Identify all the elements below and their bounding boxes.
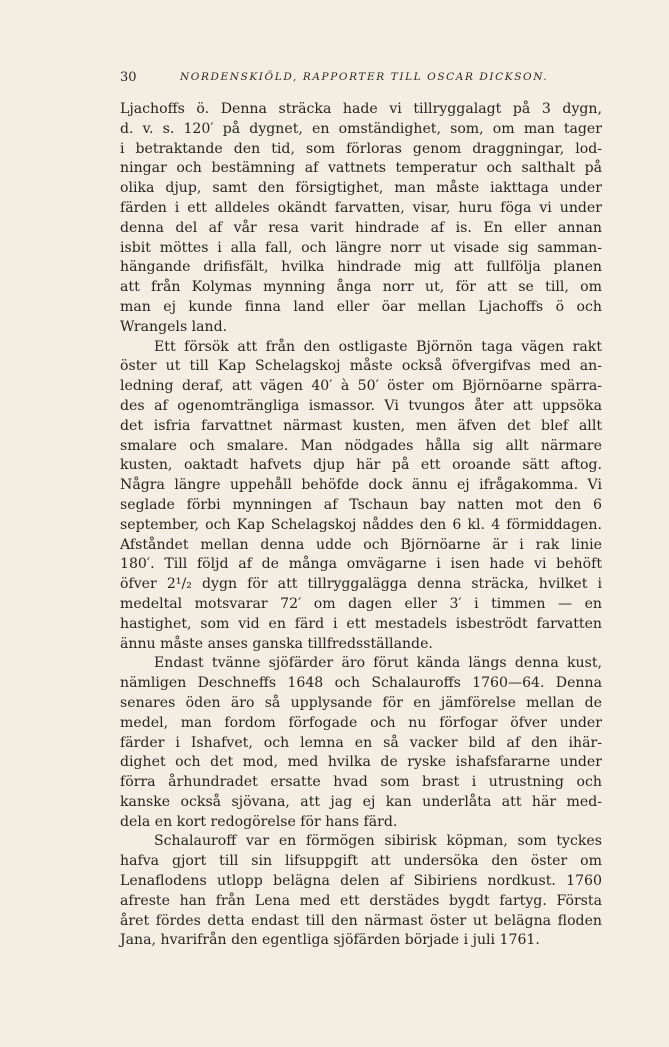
text-line: nämligen Deschneffs 1648 och Schalauroffs 1760—64. Denna xyxy=(120,675,602,692)
text-line: ledning deraf, att vägen 40′ à 50′ öster om Björnöarne spärra- xyxy=(120,378,602,395)
text-line: dighet och det mod, med hvilka de ryske ishafsfararne under xyxy=(120,754,602,771)
text-line: ännu måste anses ganska tillfredsställande. xyxy=(120,635,433,652)
text-line: Ljachoffs ö. Denna sträcka hade vi tillryggalagt på 3 dygn, xyxy=(120,101,602,117)
text-line: Ett försök att från den ostligaste Björnön taga vägen rakt xyxy=(154,338,602,355)
text-line: året fördes detta endast till den närmast öster ut belägna floden xyxy=(120,912,602,929)
text-line: olika djup, samt den försigtighet, man måste iakttaga under xyxy=(120,180,602,197)
text-line: Wrangels land. xyxy=(120,318,228,335)
text-line: Lenaflodens utlopp belägna delen af Sibiriens nordkust. 1760 xyxy=(120,873,602,890)
text-line: medeltal motsvarar 72′ om dagen eller 3′ i timmen — en xyxy=(120,595,602,612)
text-line: Afståndet mellan denna udde och Björnöarne är i rak linie xyxy=(120,536,602,553)
text-line: färder i Ishafvet, och lemna en så vacker bild af den ihär- xyxy=(120,734,602,751)
text-line: d. v. s. 120′ på dygnet, en omständighet, som, om man tager xyxy=(120,120,602,137)
page-number: 30 xyxy=(120,70,137,85)
text-line: förra århundradet ersatte hvad som brast i utrustning och xyxy=(120,774,602,791)
text-line: Endast tvänne sjöfärder äro förut kända längs denna kust, xyxy=(154,655,602,672)
text-line: kusten, oaktadt hafvets djup här på ett oroande sätt aftog. xyxy=(120,457,602,474)
text-line: Schalauroff var en förmögen sibirisk köpman, som tyckes xyxy=(154,833,602,850)
page-header xyxy=(120,70,602,90)
text-line: des af ogenomträngliga ismassor. Vi tvungos åter att uppsöka xyxy=(120,397,602,414)
text-line: färden i ett alldeles okändt farvatten, visar, huru föga vi under xyxy=(120,199,602,216)
text-line: Jana, hvarifrån den egentliga sjöfärden började i juli 1761. xyxy=(120,932,540,949)
text-line: hängande drifisfält, hvilka hindrade mig att fullfölja planen xyxy=(120,259,602,276)
running-head: NORDENSKIÖLD, RAPPORTER TILL OSCAR DICKSON. xyxy=(180,71,549,83)
text-line: isbit möttes i alla fall, och längre norr ut visade sig samman- xyxy=(120,239,602,256)
text-line: denna del af vår resa varit hindrade af is. En eller annan xyxy=(120,219,602,236)
text-line: man ej kunde finna land eller öar mellan Ljachoffs ö och xyxy=(120,298,602,315)
body-text xyxy=(120,100,602,951)
text-line: i betraktande den tid, som förloras genom draggningar, lod- xyxy=(120,140,602,157)
text-line: öster ut till Kap Schelagskoj måste också öfvergifvas med an- xyxy=(120,358,602,375)
text-line: dela en kort redogörelse för hans färd. xyxy=(120,813,398,830)
text-line: september, och Kap Schelagskoj nåddes den 6 kl. 4 förmiddagen. xyxy=(120,516,602,533)
text-line: medel, man fordom förfogade och nu förfogar öfver under xyxy=(120,714,602,731)
text-line: afreste han från Lena med ett derstädes bygdt fartyg. Första xyxy=(120,892,602,909)
text-line: kanske också sjövana, att jag ej kan underlåta att här med- xyxy=(120,793,602,810)
text-line: seglade förbi mynningen af Tschaun bay natten mot den 6 xyxy=(120,496,602,513)
text-line: hastighet, som vid en färd i ett mestadels isbeströdt farvatten xyxy=(120,615,602,632)
text-line: öfver 2¹/₂ dygn för att tillryggalägga denna sträcka, hvilket i xyxy=(120,576,602,593)
text-line: hafva gjort till sin lifsuppgift att undersöka den öster om xyxy=(120,853,602,870)
text-line: det isfria farvattnet närmast kusten, men äfven det blef allt xyxy=(120,417,602,434)
text-line: att från Kolymas mynning ånga norr ut, för att se till, om xyxy=(120,279,602,296)
text-line: Några längre uppehåll behöfde dock ännu ej ifrågakomma. Vi xyxy=(120,477,602,494)
text-line: senares öden äro så upplysande för en jämförelse mellan de xyxy=(120,694,602,711)
text-line: ningar och bestämning af vattnets temperatur och salthalt på xyxy=(120,160,602,177)
text-line: smalare och smalare. Man nödgades hålla sig allt närmare xyxy=(120,437,602,454)
text-line: 180′. Till följd af de många omvägarne i isen hade vi behöft xyxy=(120,556,602,573)
